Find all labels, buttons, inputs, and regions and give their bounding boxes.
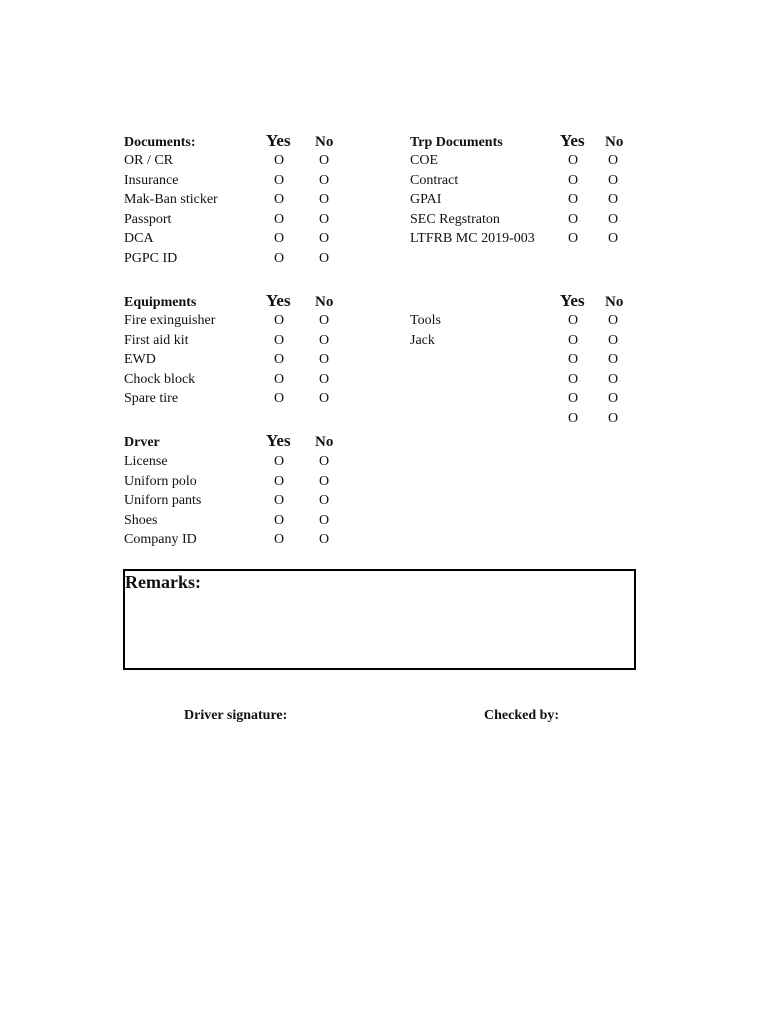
- yes-option-circle[interactable]: O: [274, 211, 285, 227]
- remarks-title: Remarks:: [125, 572, 201, 592]
- documents-title: Documents:: [124, 135, 196, 150]
- checklist-item-label: Fire exinguisher: [124, 313, 216, 328]
- checklist-item-label: DCA: [124, 231, 154, 246]
- no-option-circle[interactable]: O: [608, 231, 619, 246]
- trp-documents-yes-header: Yes: [560, 131, 585, 150]
- no-option-circle[interactable]: O: [608, 211, 619, 227]
- remarks-box[interactable]: [123, 569, 636, 670]
- yes-option-circle[interactable]: O: [568, 371, 579, 387]
- trp-documents-title: Trp Documents: [410, 135, 503, 150]
- no-option-circle[interactable]: O: [319, 532, 330, 547]
- yes-option-circle[interactable]: O: [274, 493, 285, 508]
- no-option-circle[interactable]: O: [319, 172, 330, 188]
- driver-yes-header: Yes: [266, 431, 291, 450]
- tools-no-header: No: [605, 294, 624, 310]
- no-option-circle[interactable]: O: [608, 153, 619, 168]
- yes-option-circle[interactable]: O: [568, 332, 579, 348]
- no-option-circle[interactable]: O: [608, 391, 619, 406]
- checklist-item-label: SEC Regstraton: [410, 211, 500, 227]
- checked-by-label: Checked by:: [484, 708, 560, 723]
- yes-option-circle[interactable]: O: [274, 391, 285, 406]
- checklist-item-label: Shoes: [124, 512, 158, 528]
- yes-option-circle[interactable]: O: [568, 410, 579, 426]
- yes-option-circle[interactable]: O: [274, 371, 285, 387]
- no-option-circle[interactable]: O: [608, 352, 619, 367]
- no-option-circle[interactable]: O: [319, 250, 330, 266]
- checklist-item-label: Spare tire: [124, 391, 179, 406]
- checklist-item-label: EWD: [124, 352, 156, 367]
- driver-signature-label: Driver signature:: [184, 708, 288, 723]
- driver-no-header: No: [315, 434, 334, 450]
- checklist-item-label: Jack: [410, 332, 435, 348]
- yes-option-circle[interactable]: O: [274, 153, 285, 168]
- equipments-no-header: No: [315, 294, 334, 310]
- yes-option-circle[interactable]: O: [274, 313, 285, 328]
- checklist-item-label: PGPC ID: [124, 250, 178, 266]
- checklist-item-label: Mak-Ban sticker: [124, 192, 218, 207]
- checklist-item-label: GPAI: [410, 192, 442, 207]
- no-option-circle[interactable]: O: [319, 493, 330, 508]
- yes-option-circle[interactable]: O: [274, 512, 285, 528]
- no-option-circle[interactable]: O: [319, 391, 330, 406]
- no-option-circle[interactable]: O: [608, 172, 619, 188]
- no-option-circle[interactable]: O: [608, 313, 619, 328]
- checklist-item-label: Company ID: [124, 532, 197, 547]
- yes-option-circle[interactable]: O: [274, 352, 285, 367]
- no-option-circle[interactable]: O: [608, 371, 619, 387]
- no-option-circle[interactable]: O: [319, 231, 330, 246]
- checklist-item-label: Insurance: [124, 172, 179, 188]
- no-option-circle[interactable]: O: [608, 332, 619, 348]
- no-option-circle[interactable]: O: [319, 512, 330, 528]
- checklist-item-label: Tools: [410, 313, 441, 328]
- checklist-item-label: LTFRB MC 2019-003: [410, 231, 535, 246]
- no-option-circle[interactable]: O: [319, 211, 330, 227]
- no-option-circle[interactable]: O: [319, 352, 330, 367]
- tools-yes-header: Yes: [560, 291, 585, 310]
- no-option-circle[interactable]: O: [319, 192, 330, 207]
- documents-yes-header: Yes: [266, 131, 291, 150]
- checklist-item-label: Chock block: [124, 371, 196, 387]
- no-option-circle[interactable]: O: [319, 153, 330, 168]
- yes-option-circle[interactable]: O: [568, 231, 579, 246]
- yes-option-circle[interactable]: O: [568, 211, 579, 227]
- yes-option-circle[interactable]: O: [568, 391, 579, 406]
- equipments-title: Equipments: [124, 295, 197, 310]
- checklist-item-label: Uniforn pants: [124, 493, 202, 508]
- checklist-item-label: COE: [410, 153, 438, 168]
- documents-no-header: No: [315, 134, 334, 150]
- no-option-circle[interactable]: O: [608, 192, 619, 207]
- yes-option-circle[interactable]: O: [568, 313, 579, 328]
- yes-option-circle[interactable]: O: [274, 332, 285, 348]
- checklist-item-label: First aid kit: [124, 332, 189, 348]
- yes-option-circle[interactable]: O: [568, 153, 579, 168]
- yes-option-circle[interactable]: O: [274, 231, 285, 246]
- trp-documents-no-header: No: [605, 134, 624, 150]
- checklist-item-label: Uniforn polo: [124, 473, 197, 489]
- no-option-circle[interactable]: O: [319, 454, 330, 469]
- no-option-circle[interactable]: O: [319, 371, 330, 387]
- yes-option-circle[interactable]: O: [568, 172, 579, 188]
- yes-option-circle[interactable]: O: [274, 532, 285, 547]
- yes-option-circle[interactable]: O: [274, 250, 285, 266]
- driver-title: Drver: [124, 435, 160, 450]
- checklist-item-label: OR / CR: [124, 153, 174, 168]
- no-option-circle[interactable]: O: [319, 473, 330, 489]
- yes-option-circle[interactable]: O: [274, 172, 285, 188]
- no-option-circle[interactable]: O: [319, 313, 330, 328]
- yes-option-circle[interactable]: O: [568, 352, 579, 367]
- no-option-circle[interactable]: O: [319, 332, 330, 348]
- checklist-item-label: License: [124, 454, 168, 469]
- checklist-item-label: Passport: [124, 211, 172, 227]
- yes-option-circle[interactable]: O: [274, 192, 285, 207]
- checklist-item-label: Contract: [410, 172, 459, 188]
- equipments-yes-header: Yes: [266, 291, 291, 310]
- yes-option-circle[interactable]: O: [274, 473, 285, 489]
- yes-option-circle[interactable]: O: [274, 454, 285, 469]
- yes-option-circle[interactable]: O: [568, 192, 579, 207]
- no-option-circle[interactable]: O: [608, 410, 619, 426]
